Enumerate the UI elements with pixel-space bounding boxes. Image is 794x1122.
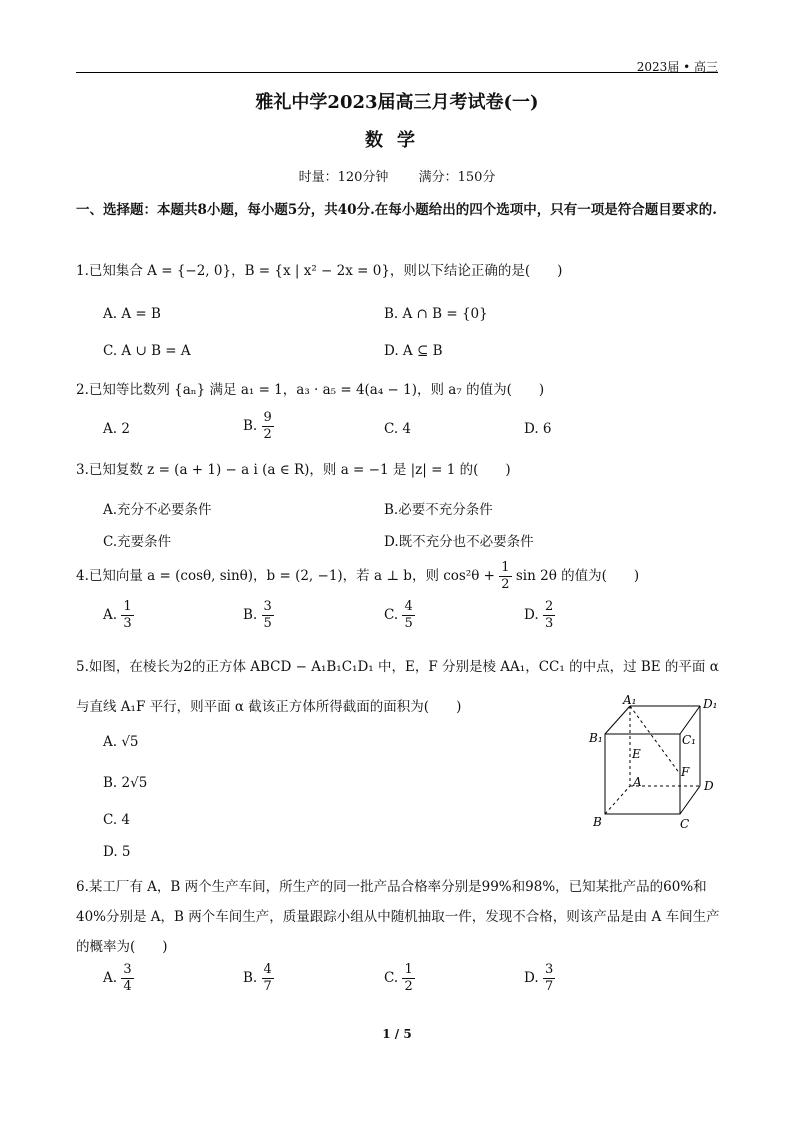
q1-option-d: D. A ⊆ B (384, 343, 443, 359)
label-f: F (681, 765, 690, 779)
subject-title: 数学 (365, 130, 429, 151)
label-c1: C₁ (682, 733, 696, 747)
question-3-stem: 3.已知复数 z = (a + 1) − a i (a ∈ R)，则 a = −1 是 |z| = 1 的( ) (76, 462, 511, 478)
q2-option-d: D. 6 (524, 421, 552, 437)
question-5-stem: 5.如图，在棱长为2的正方体 ABCD − A₁B₁C₁D₁ 中，E，F 分别是棱 AA₁，CC₁ 的中点，过 BE 的平面 α 与直线 A₁F 平行，则平面 α 截该正方体所得截面的面积为( ) (76, 659, 719, 715)
question-1-stem: 1.已知集合 A = {−2, 0}，B = {x | x² − 2x = 0}，则以下结论正确的是( ) (76, 263, 563, 279)
label-b1: B₁ (589, 731, 603, 745)
question-4-stem: 4.已知向量 a = (cosθ, sinθ)，b = (2, −1)，若 a ⊥ b，则 cos²θ + $\frac{1}{2}$ sin 2θ 的值为( ) (76, 560, 640, 592)
q2-option-a: A. 2 (103, 421, 130, 437)
q6-option-a: A. $\frac{3}{4}$ (103, 962, 132, 994)
q6-option-c: C. $\frac{1}{2}$ (384, 962, 413, 994)
question-2-stem: 2.已知等比数列 {aₙ} 满足 a₁ = 1，a₃ · a₅ = 4(a₄ − 1)，则 a₇ 的值为( ) (76, 382, 545, 398)
exam-score: 满分：150分 (418, 170, 496, 185)
header-grade: 2023届 • 高三 (636, 60, 718, 74)
q4-option-c: C. $\frac{4}{5}$ (384, 599, 413, 631)
q2-option-b-label: B. (243, 418, 258, 434)
q3-option-d: D.既不充分也不必要条件 (384, 534, 534, 550)
q2-option-c: C. 4 (384, 421, 412, 437)
q2-option-b-fraction: $\frac{9}{2}$ (263, 410, 272, 442)
exam-time: 时量：120分钟 (298, 170, 389, 185)
cube-figure (585, 692, 725, 837)
q2-option-b (243, 410, 274, 443)
q6-option-b: B. $\frac{4}{7}$ (243, 962, 272, 994)
page-number: 1 / 5 (382, 1027, 412, 1041)
q4-stem-fraction: $\frac{1}{2}$ (501, 560, 510, 592)
q5-option-b: B. 2√5 (103, 775, 148, 791)
q1-option-b: B. A ∩ B = {0} (384, 306, 488, 322)
label-b: B (593, 815, 602, 829)
q5-option-d: D. 5 (103, 844, 131, 860)
question-6-stem: 6.某工厂有 A，B 两个生产车间，所生产的同一批产品合格率分别是99%和98%，已知某批产品的60%和40%分别是 A，B 两个车间生产，质量跟踪小组从中随机抽取一件，发现不合格，则该产品是由 A 车间生产的概率为( ) (76, 879, 720, 955)
q1-option-a: A. A = B (103, 306, 161, 322)
label-c: C (680, 817, 690, 831)
label-d: D (704, 779, 714, 793)
q3-option-a: A.充分不必要条件 (103, 502, 212, 518)
header-rule (76, 72, 718, 73)
q4-option-d: D. $\frac{2}{3}$ (524, 599, 554, 631)
q6-option-d: D. $\frac{3}{7}$ (524, 962, 554, 994)
exam-meta (0, 166, 794, 185)
label-a1: A₁ (623, 693, 637, 707)
label-d1: D₁ (703, 697, 718, 711)
q3-option-b: B.必要不充分条件 (384, 502, 493, 518)
label-a: A (633, 775, 642, 789)
q4-option-b: B. $\frac{3}{5}$ (243, 599, 272, 631)
q1-option-c: C. A ∪ B = A (103, 343, 191, 359)
q3-option-c: C.充要条件 (103, 534, 172, 550)
q5-option-c: C. 4 (103, 812, 131, 828)
label-e: E (632, 747, 641, 761)
page-title: 雅礼中学2023届高三月考试卷(一) (255, 92, 539, 113)
q4-option-a: A. $\frac{1}{3}$ (103, 599, 132, 631)
section-heading: 一、选择题：本题共8小题，每小题5分，共40分.在每小题给出的四个选项中，只有一项是符合题目要求的. (76, 202, 717, 218)
q5-option-a: A. √5 (103, 734, 139, 750)
